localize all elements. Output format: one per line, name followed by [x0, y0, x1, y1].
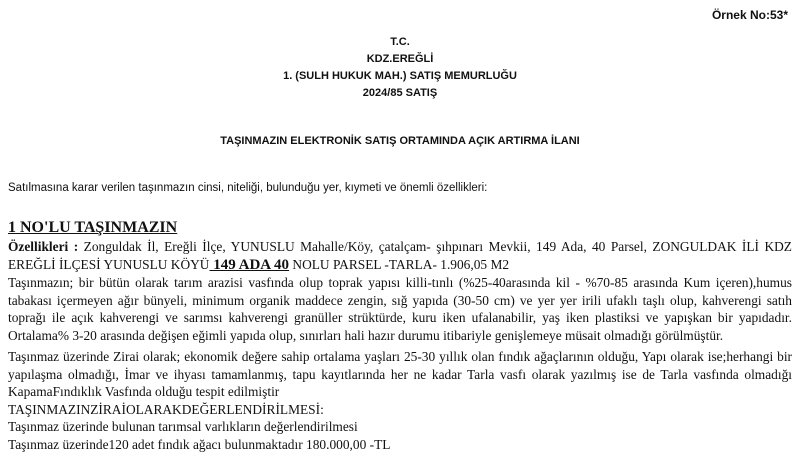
evaluation-line: Taşınmaz üzerinde120 adet fındık ağacı bulunmaktadır 180.000,00 -TL [8, 436, 792, 453]
features-label: Özellikleri : [8, 239, 78, 254]
header-line-city: KDZ.EREĞLİ [0, 51, 800, 68]
intro-text: Satılmasına karar verilen taşınmazın cinsi, niteliği, bulunduğu yer, kıymeti ve önemli özellikleri: [8, 182, 487, 194]
announcement-title: TAŞINMAZIN ELEKTRONİK SATIŞ ORTAMINDA AÇIK ARTIRMA İLANI [0, 135, 800, 147]
header-line-office: 1. (SULH HUKUK MAH.) SATIŞ MEMURLUĞU [0, 68, 800, 85]
agricultural-info: Taşınmaz üzerinde Zirai olarak; ekonomik değere sahip ortalama yaşları 25-30 yıllık olan fındık ağaçlarının olduğu, Yapı olarak ise;herhangi bir yapılaşma olmadığı, İmar ve ihyası tamamlanmış, tapu kayıtlarında her ne kadar Tarla vasfı olarak yazılmış ise de Tarla vasfında olmadığı KapamaFındıklık Vasfında olduğu tespit edilmiştir [8, 348, 792, 401]
parcel-reference: 149 ADA 40 [209, 257, 289, 273]
parcel-heading: 1 NO'LU TAŞINMAZIN [8, 218, 792, 238]
header-line-case: 2024/85 SATIŞ [0, 85, 800, 102]
evaluation-heading: TAŞINMAZINZİRAİOLARAKDEĞERLENDİRİLMESİ: [8, 401, 792, 419]
features-text-end: NOLU PARSEL -TARLA- 1.906,05 M2 [289, 257, 509, 272]
features-text: Zonguldak İl, Ereğli İlçe, YUNUSLU Mahalle/Köy, çatalçam- şıhpınarı Mevkii, 149 Ada, 40 Parsel, ZONGULDAK İLİ KDZ EREĞLİ İLÇESİ YUNUSLU KÖYÜ [8, 239, 792, 272]
document-header [0, 34, 800, 102]
example-number: Örnek No:53* [712, 8, 788, 22]
parcel-features [8, 238, 792, 274]
parcel-section [8, 218, 792, 453]
parcel-description: Taşınmazın; bir bütün olarak tarım arazisi vasfında olup toprak yapısı killi-tınlı (%25-40arasında kil - %70-85 arasında Kum içeren),humus tabakası içermeyen ağır bünyeli, minimum organik maddece zengin, sığ yapıda (30-50 cm) ve yer yer irili ufaklı taşlı olup, kahverengi satıh toprağı ile açık kahverengi ve sarımsı kahverengi granüller strüktürde, kuru iken ufalanabilir, yaş iken plastiksi ve yapışkan bir yapıdadır. Ortalama% 3-20 arasında değişen eğimli yapıda olup, sınırları hali hazır durumu itibariyle genişlemeye müsait olmadığı görülmüştür. [8, 274, 792, 344]
evaluation-line: Taşınmaz üzerinde bulunan tarımsal varlıkların değerlendirilmesi [8, 418, 792, 436]
header-line-tc: T.C. [0, 34, 800, 51]
